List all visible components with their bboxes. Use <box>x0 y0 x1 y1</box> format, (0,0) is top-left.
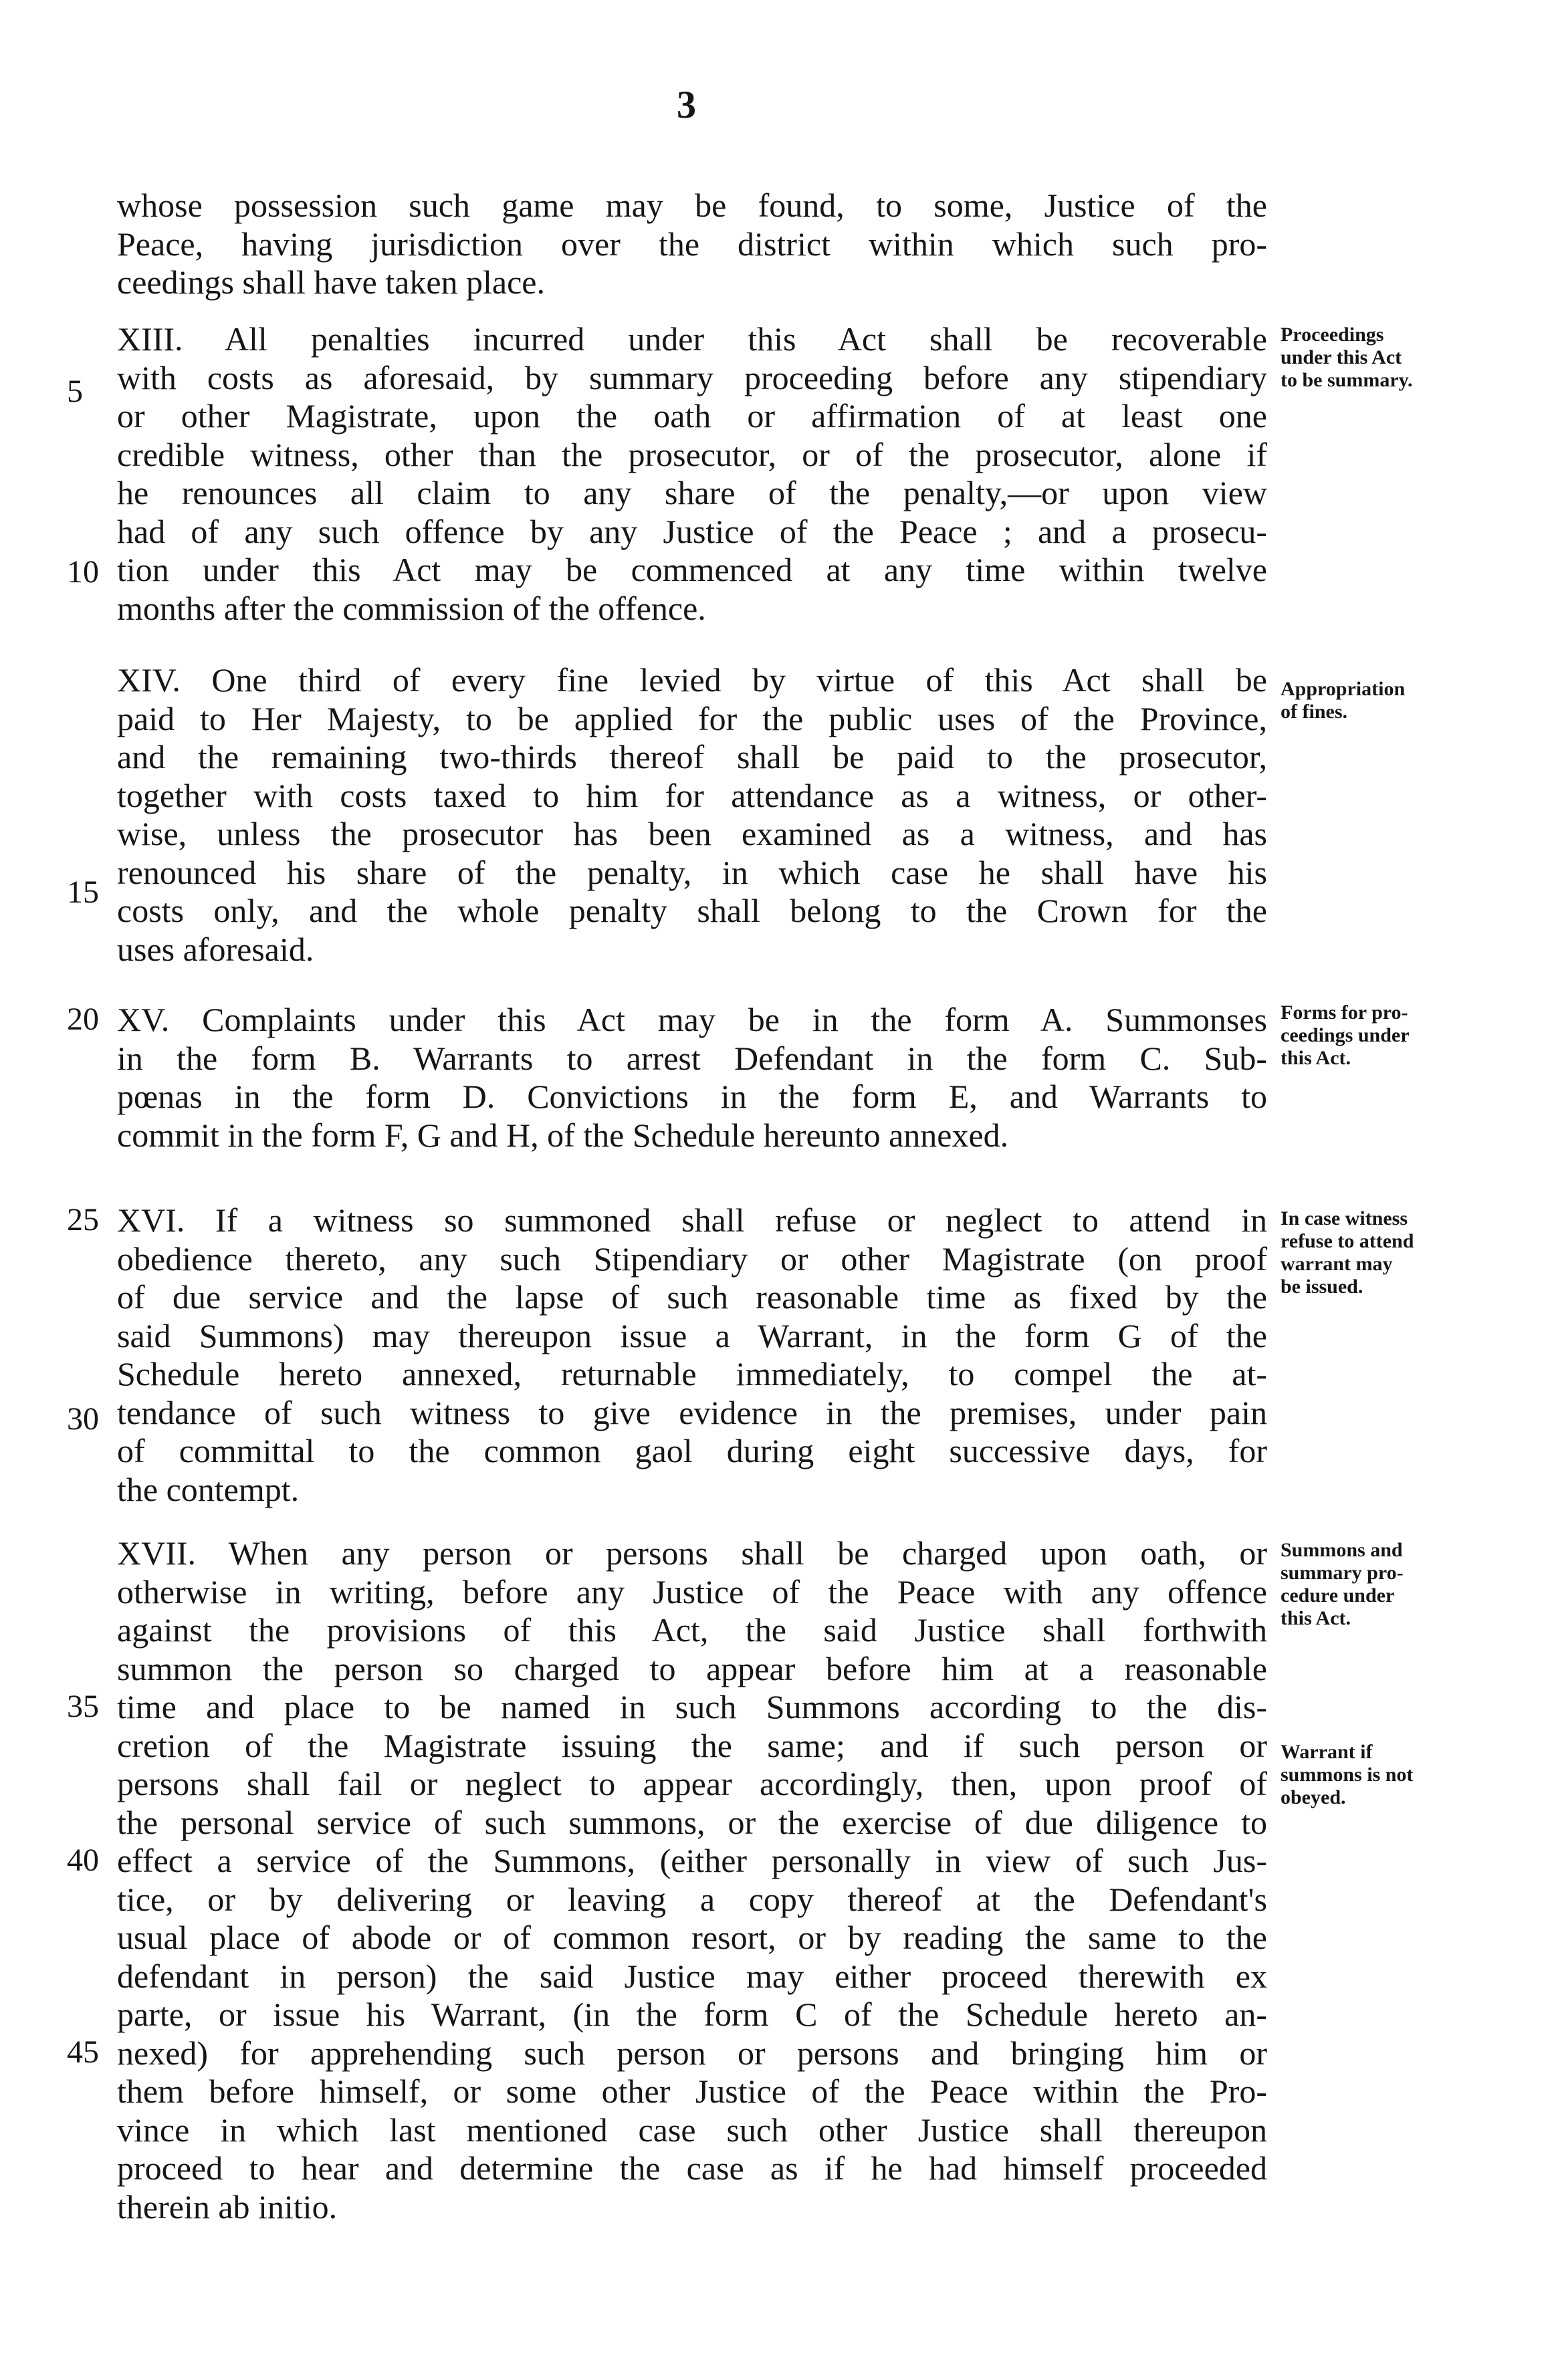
text-line: XVI. If a witness so summoned shall refuse or neglect to attend in <box>117 1201 1267 1239</box>
text-line: otherwise in writing, before any Justice of the Peace with any offence <box>117 1572 1267 1611</box>
text-line: XVII. When any person or persons shall be charged upon oath, or <box>117 1534 1267 1572</box>
text-line: XIV. One third of every fine levied by virtue of this Act shall be <box>117 661 1267 699</box>
text-line: proceed to hear and determine the case as if he had himself proceeded <box>117 2149 1267 2187</box>
text-line: credible witness, other than the prosecutor, or of the prosecutor, alone if <box>117 435 1267 473</box>
text-line: months after the commission of the offence. <box>117 589 706 627</box>
text-line: of due service and the lapse of such reasonable time as fixed by the <box>117 1278 1267 1316</box>
text-line: uses aforesaid. <box>117 930 314 968</box>
text-line: Schedule hereto annexed, returnable immediately, to compel the at- <box>117 1355 1267 1393</box>
line-number: 45 <box>67 2034 99 2070</box>
text-line: pœnas in the form D. Convictions in the form E, and Warrants to <box>117 1078 1267 1115</box>
text-line: paid to Her Majesty, to be applied for the public uses of the Province, <box>117 699 1267 737</box>
text-line: summon the person so charged to appear before him at a reasonable <box>117 1649 1267 1687</box>
text-line: and the remaining two-thirds thereof shall be paid to the prosecutor, <box>117 738 1267 776</box>
line-number: 10 <box>67 554 99 590</box>
text-line: or other Magistrate, upon the oath or affirmation of at least one <box>117 397 1267 435</box>
text-line: vince in which last mentioned case such other Justice shall thereupon <box>117 2111 1267 2149</box>
margin-note: In case witness refuse to attend warrant may be issued. <box>1281 1207 1414 1298</box>
text-line: parte, or issue his Warrant, (in the form C of the Schedule hereto an- <box>117 1996 1267 2033</box>
line-number: 35 <box>67 1689 99 1724</box>
text-line: Peace, having jurisdiction over the district within which such pro- <box>117 225 1267 263</box>
text-line: them before himself, or some other Justice of the Peace within the Pro- <box>117 2072 1267 2110</box>
line-number: 30 <box>67 1401 99 1437</box>
text-line: he renounces all claim to any share of the penalty,—or upon view <box>117 474 1267 511</box>
page-number: 3 <box>677 83 696 126</box>
text-line: with costs as aforesaid, by summary proceeding before any stipendiary <box>117 358 1267 396</box>
text-line: persons shall fail or neglect to appear accordingly, then, upon proof of <box>117 1765 1267 1802</box>
text-line: against the provisions of this Act, the said Justice shall forthwith <box>117 1611 1267 1649</box>
line-number: 15 <box>67 874 99 910</box>
text-line: usual place of abode or of common resort, or by reading the same to the <box>117 1919 1267 1956</box>
margin-note: Proceedings under this Act to be summary. <box>1281 324 1413 391</box>
line-number: 40 <box>67 1842 99 1878</box>
text-line: whose possession such game may be found, to some, Justice of the <box>117 187 1267 224</box>
text-line: XIII. All penalties incurred under this Act shall be recoverable <box>117 320 1267 358</box>
text-line: renounced his share of the penalty, in which case he shall have his <box>117 853 1267 891</box>
text-line: together with costs taxed to him for attendance as a witness, or other- <box>117 776 1267 814</box>
text-line: the contempt. <box>117 1470 300 1508</box>
text-line: the personal service of such summons, or the exercise of due diligence to <box>117 1803 1267 1841</box>
text-line: cretion of the Magistrate issuing the same; and if such person or <box>117 1726 1267 1764</box>
text-line: XV. Complaints under this Act may be in the form A. Summonses <box>117 1001 1267 1038</box>
text-line: defendant in person) the said Justice may either proceed therewith ex <box>117 1957 1267 1995</box>
text-line: effect a service of the Summons, (either personally in view of such Jus- <box>117 1842 1267 1879</box>
text-line: in the form B. Warrants to arrest Defendant in the form C. Sub- <box>117 1039 1267 1077</box>
text-line: tion under this Act may be commenced at any time within twelve <box>117 551 1267 588</box>
margin-note: Appropriation of fines. <box>1281 678 1406 723</box>
text-line: had of any such offence by any Justice of the Peace ; and a prosecu- <box>117 512 1267 550</box>
text-line: tice, or by delivering or leaving a copy thereof at the Defendant's <box>117 1880 1267 1918</box>
text-line: of committal to the common gaol during eight successive days, for <box>117 1432 1267 1469</box>
line-number: 20 <box>67 1001 99 1037</box>
text-line: costs only, and the whole penalty shall belong to the Crown for the <box>117 892 1267 929</box>
line-number: 5 <box>67 374 83 409</box>
text-line: commit in the form F, G and H, of the Schedule hereunto annexed. <box>117 1116 1009 1154</box>
text-line: therein ab initio. <box>117 2187 338 2226</box>
text-line: ceedings shall have taken place. <box>117 263 545 301</box>
text-line: time and place to be named in such Summons according to the dis- <box>117 1688 1267 1726</box>
text-line: said Summons) may thereupon issue a Warrant, in the form G of the <box>117 1316 1267 1354</box>
margin-note: Summons and summary pro- cedure under this Act. <box>1281 1539 1404 1629</box>
text-line: obedience thereto, any such Stipendiary or other Magistrate (on proof <box>117 1239 1267 1278</box>
margin-note: Forms for pro- ceedings under this Act. <box>1281 1001 1410 1069</box>
text-line: wise, unless the prosecutor has been examined as a witness, and has <box>117 815 1267 852</box>
margin-note: Warrant if summons is not obeyed. <box>1281 1741 1414 1808</box>
text-line: nexed) for apprehending such person or persons and bringing him or <box>117 2034 1267 2072</box>
text-line: tendance of such witness to give evidence in the premises, under pain <box>117 1393 1267 1431</box>
line-number: 25 <box>67 1202 99 1237</box>
